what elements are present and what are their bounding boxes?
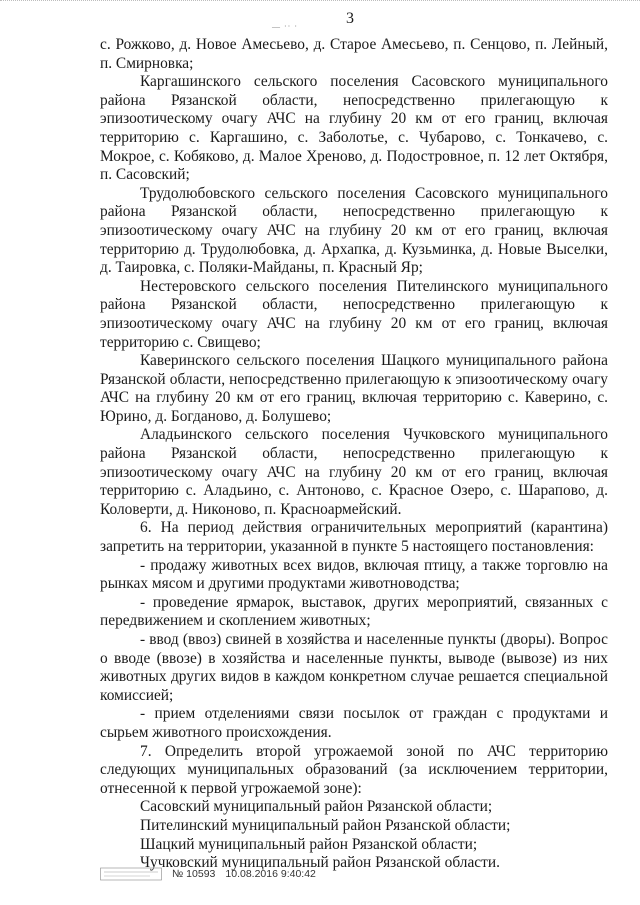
document-body bbox=[100, 36, 608, 873]
paragraph-kaverinskoe: Каверинского сельского поселения Шацкого муниципального района Рязанской области, непосредственно прилегающую к эпизоотическому очагу АЧС на глубину 20 км от его границ, включая территорию с. Каверино, с. Юрино, д. Богданово, д. Болушево; bbox=[100, 352, 608, 425]
document-timestamp: 10.08.2016 9:40:42 bbox=[225, 868, 316, 880]
list-item-fairs-ban: - проведение ярмарок, выставок, других мероприятий, связанных с передвижением и скоплением животных; bbox=[100, 593, 608, 630]
document-number: № 10593 bbox=[172, 868, 216, 880]
paragraph-trudolyubovskoe: Трудолюбовского сельского поселения Сасовского муниципального района Рязанской области, непосредственно прилегающую к эпизоотическому очагу АЧС на глубину 20 км от его границ, включая территорию д. Трудолюбовка, д. Архапка, д. Кузьминка, д. Новые Выселки, д. Таировка, с. Поляки-Майданы, п. Красный Яр; bbox=[100, 184, 608, 277]
paragraph-nesterovskoe: Нестеровского сельского поселения Пителинского муниципального района Рязанской области, непосредственно прилегающую к эпизоотическому очагу АЧС на глубину 20 км от его границ, включая территорию с. Свищево; bbox=[100, 277, 608, 351]
district-chuchkovsky: Чучковский муниципальный район Рязанской области. bbox=[140, 854, 500, 872]
district-sasovsky: Сасовский муниципальный район Рязанской области; bbox=[140, 798, 493, 816]
district-pitelinsky: Пителинский муниципальный район Рязанской области; bbox=[140, 816, 511, 834]
paragraph-kargashinskoe: Каргашинского сельского поселения Сасовского муниципального района Рязанской области, непосредственно прилегающую к эпизоотическому очагу АЧС на глубину 20 км от его границ, включая территорию с. Каргашино, с. Заболотье, с. Чубарово, с. Тонкачево, с. Мокрое, с. Кобяково, д. Малое Хреново, д. Подостровное, п. 12 лет Октября, п. Сасовский; bbox=[100, 73, 608, 184]
page-number: 3 bbox=[346, 10, 354, 27]
list-item-trade-ban: - продажу животных всех видов, включая птицу, а также торговлю на рынках мясом и другими продуктами животноводства; bbox=[100, 556, 608, 593]
list-item-pig-import-ban: - ввод (ввоз) свиней в хозяйства и населенные пункты (дворы). Вопрос о вводе (ввозе) в хозяйства и населенные пункты, выводе (вывозе) из них животных других видов в каждом конкретном случае решается специальной комиссией; bbox=[100, 631, 608, 704]
registration-stamp-icon bbox=[100, 867, 162, 881]
paragraph-continuation: с. Рожково, д. Новое Амесьево, д. Старое Амесьево, п. Сенцово, п. Лейный, п. Смирновка; bbox=[100, 36, 608, 72]
header-scan-mark: — ·· · bbox=[272, 22, 298, 31]
list-item-parcels-ban: - прием отделениями связи посылок от граждан с продуктами и сырьем животного происхождения. bbox=[100, 705, 608, 741]
paragraph-item-6: 6. На период действия ограничительных мероприятий (карантина) запретить на территории, указанной в пункте 5 настоящего постановления: bbox=[100, 519, 608, 556]
paragraph-item-7: 7. Определить второй угрожаемой зоной по АЧС территорию следующих муниципальных образований (за исключением территории, отнесенной к первой угрожаемой зоне): bbox=[100, 742, 608, 797]
district-shatsky: Шацкий муниципальный район Рязанской области; bbox=[140, 835, 478, 853]
paragraph-aladinskoe: Аладьинского сельского поселения Чучковского муниципального района Рязанской области, непосредственно прилегающую к эпизоотическому очагу АЧС на глубину 20 км от его границ, включая территорию с. Аладьино, с. Антоново, с. Красное Озеро, с. Шарапово, д. Коловерти, д. Никоново, п. Красноармейский. bbox=[100, 426, 608, 518]
document-footer bbox=[100, 867, 316, 881]
